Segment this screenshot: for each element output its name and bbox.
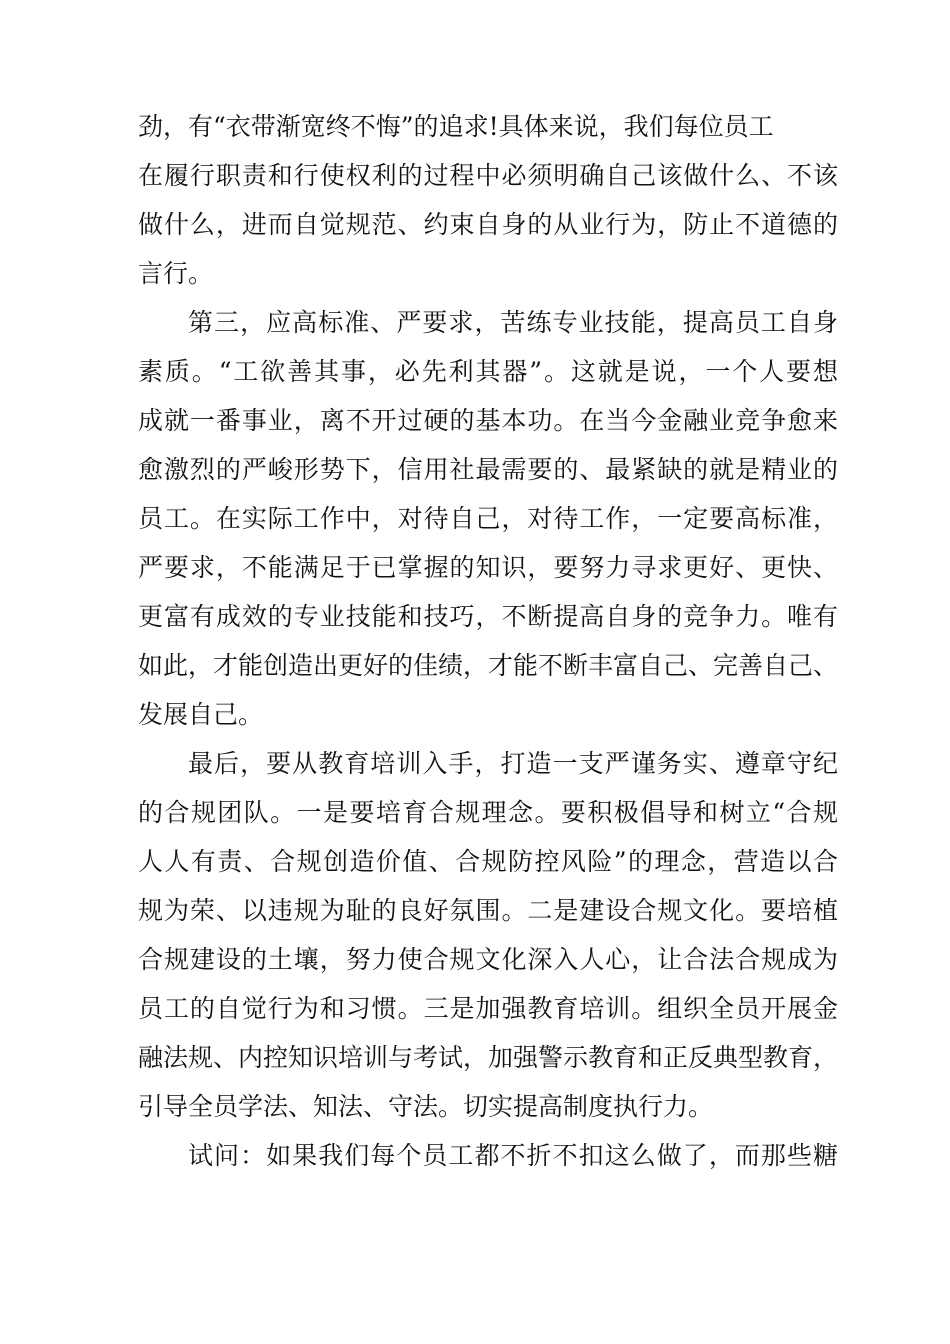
text-line: 人人有责、合规创造价值、合规防控风险”的理念，营造以合 bbox=[138, 847, 838, 876]
text-line: 做什么，进而自觉规范、约束自身的从业行为，防止不道德的 bbox=[138, 210, 838, 239]
paragraph-first-line: 第三，应高标准、严要求，苦练专业技能，提高员工自身 bbox=[188, 308, 838, 337]
text-line: 发展自己。 bbox=[138, 700, 264, 729]
paragraph-first-line: 试问：如果我们每个员工都不折不扣这么做了，而那些糖 bbox=[188, 1141, 838, 1170]
text-line: 的合规团队。一是要培育合规理念。要积极倡导和树立“合规 bbox=[138, 798, 838, 827]
text-line: 严要求，不能满足于已掌握的知识，要努力寻求更好、更快、 bbox=[138, 553, 838, 582]
text-line: 在履行职责和行使权利的过程中必须明确自己该做什么、不该 bbox=[138, 161, 838, 190]
text-line: 言行。 bbox=[138, 259, 214, 288]
paragraph-first-line: 最后，要从教育培训入手，打造一支严谨务实、遵章守纪 bbox=[188, 749, 838, 778]
text-line: 引导全员学法、知法、守法。切实提高制度执行力。 bbox=[138, 1092, 714, 1121]
text-line: 更富有成效的专业技能和技巧，不断提高自身的竞争力。唯有 bbox=[138, 602, 838, 631]
text-line: 员工。在实际工作中，对待自己，对待工作，一定要高标准， bbox=[138, 504, 838, 533]
text-line: 愈激烈的严峻形势下，信用社最需要的、最紧缺的就是精业的 bbox=[138, 455, 838, 484]
text-line: 融法规、内控知识培训与考试，加强警示教育和正反典型教育， bbox=[138, 1043, 839, 1072]
text-line: 规为荣、以违规为耻的良好氛围。二是建设合规文化。要培植 bbox=[138, 896, 838, 925]
text-line: 成就一番事业，离不开过硬的基本功。在当今金融业竞争愈来 bbox=[138, 406, 838, 435]
text-line: 素质。“工欲善其事，必先利其器”。这就是说，一个人要想 bbox=[138, 357, 838, 386]
text-line: 如此，才能创造出更好的佳绩，才能不断丰富自己、完善自己、 bbox=[138, 651, 839, 680]
text-line: 合规建设的土壤，努力使合规文化深入人心，让合法合规成为 bbox=[138, 945, 838, 974]
text-line: 劲，有“衣带渐宽终不悔”的追求!具体来说，我们每位员工 bbox=[138, 112, 774, 141]
document-body bbox=[138, 102, 838, 1180]
text-line: 员工的自觉行为和习惯。三是加强教育培训。组织全员开展金 bbox=[138, 994, 838, 1023]
